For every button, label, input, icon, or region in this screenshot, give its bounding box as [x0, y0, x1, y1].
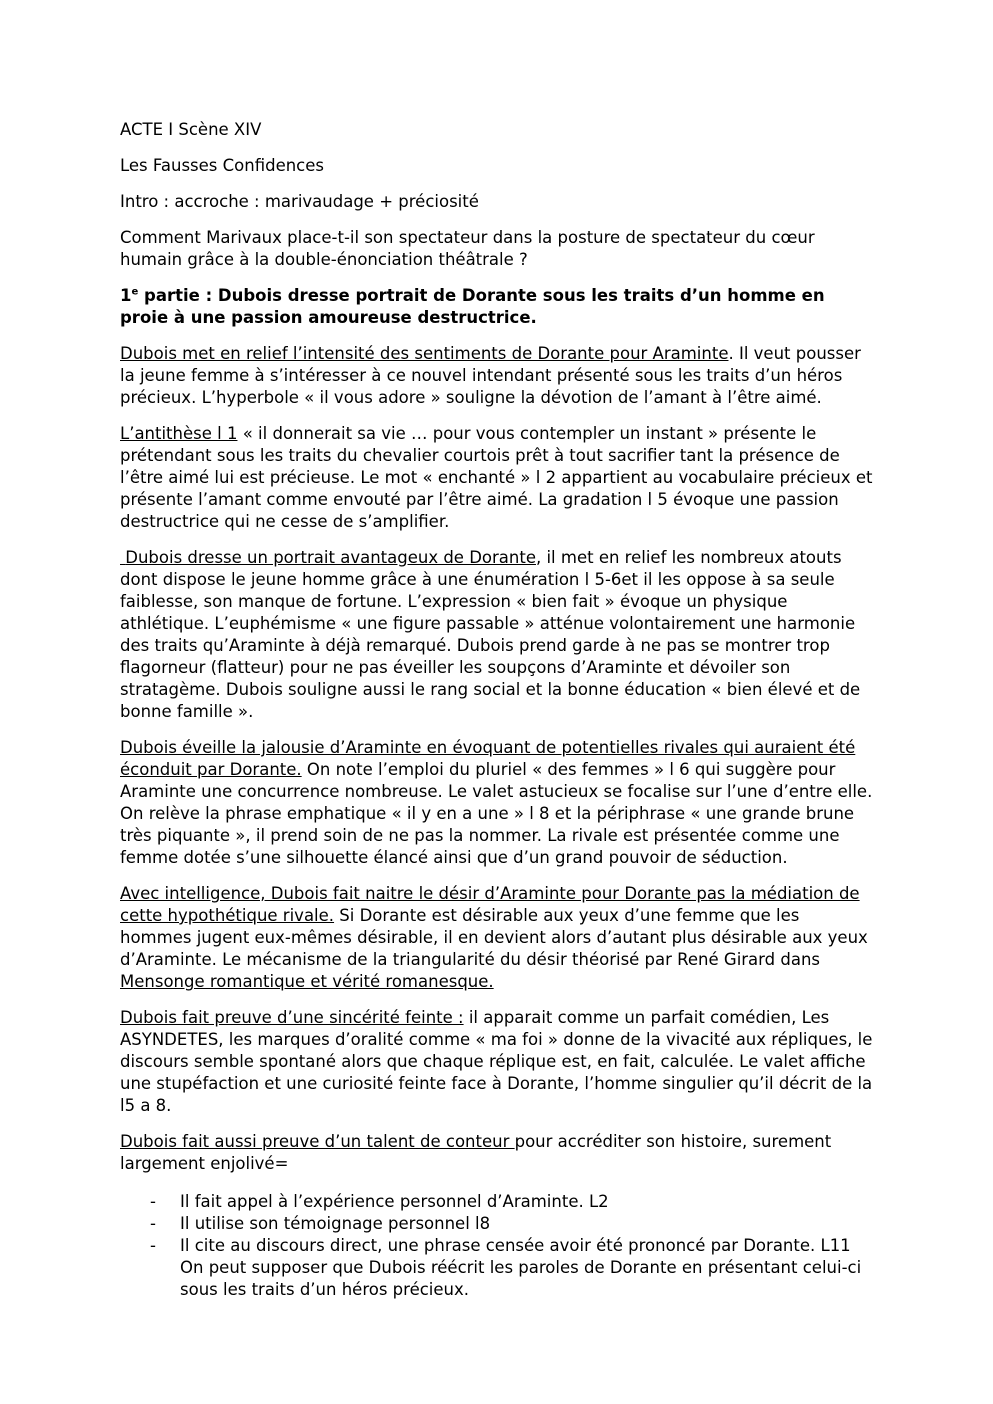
part1-title: partie : Dubois dresse portrait de Dorante sous les traits d’un homme en proie à une passion amoureuse destructrice.	[120, 286, 825, 327]
paragraph-3-underlined: Dubois dresse un portrait avantageux de Dorante	[120, 548, 536, 567]
play-title: Les Fausses Confidences	[120, 156, 324, 175]
paragraph-1-underlined: Dubois met en relief l’intensité des sentiments de Dorante pour Araminte	[120, 344, 729, 363]
dash-bullet: -	[150, 1192, 156, 1211]
list-item-text: Il utilise son témoignage personnel l8	[180, 1214, 491, 1233]
paragraph-4-text: On note l’emploi du pluriel « des femmes » l 6 qui suggère pour Araminte une concurrence nombreuse. Le valet astucieux se focalise sur l’une d’entre elle. On relève la phrase emphatique « il y en a une » l 8 et la périphrase « une grande brune très piquante », il prend soin de ne pas la nommer. La rivale est présentée comme une femme dotée s’une silhouette élancé ainsi que d’un grand pouvoir de séduction.	[120, 760, 873, 867]
intro-line: Intro : accroche : marivaudage + préciosité	[120, 192, 479, 211]
book-title: Mensonge romantique et vérité romanesque.	[120, 972, 494, 991]
part1-number: 1	[120, 286, 132, 305]
problem-statement: Comment Marivaux place-t-il son spectateur dans la posture de spectateur du cœur humain grâce à la double-énonciation théâtrale ?	[120, 228, 815, 269]
paragraph-7	[120, 1131, 875, 1175]
dash-list	[120, 1191, 875, 1301]
paragraph-4	[120, 737, 875, 869]
paragraph-5-text: Si Dorante est désirable aux yeux d’une femme que les hommes jugent eux-mêmes désirable, il en devient alors d’autant plus désirable aux yeux d’Araminte. Le mécanisme de la triangularité du désir théorisé par René Girard dans	[120, 906, 868, 969]
paragraph-4-underlined: Dubois éveille la jalousie d’Araminte en évoquant de potentielles rivales qui auraient été éconduit par Dorante.	[120, 738, 856, 779]
paragraph-5-underlined: Avec intelligence, Dubois fait naitre le désir d’Araminte pour Dorante pas la médiation de cette hypothétique rivale.	[120, 884, 860, 925]
paragraph-2-underlined: L’antithèse l 1	[120, 424, 238, 443]
paragraph-1	[120, 343, 875, 409]
part1-heading	[120, 285, 875, 329]
paragraph-3	[120, 547, 875, 723]
paragraph-6	[120, 1007, 875, 1117]
part1-superscript: e	[131, 286, 139, 298]
paragraph-2-text: « il donnerait sa vie … pour vous contempler un instant » présente le prétendant sous les traits du chevalier courtois prêt à tout sacrifier tant la présence de l’être aimé lui est précieuse. Le mot « enchanté » l 2 appartient au vocabulaire précieux et présente l’amant comme envouté par l’être aimé. La gradation l 5 évoque une passion destructrice qui ne cesse de s’amplifier.	[120, 424, 873, 531]
list-item	[120, 1191, 875, 1213]
list-item-text: Il cite au discours direct, une phrase censée avoir été prononcé par Dorante. L11 On peut supposer que Dubois réécrit les paroles de Dorante en présentant celui-ci sous les traits d’un héros précieux.	[180, 1236, 862, 1299]
paragraph-6-underlined: Dubois fait preuve d’une sincérité feinte :	[120, 1008, 464, 1027]
dash-bullet: -	[150, 1214, 156, 1233]
list-item	[120, 1213, 875, 1235]
paragraph-2	[120, 423, 875, 533]
dash-bullet: -	[150, 1236, 156, 1255]
paragraph-7-underlined: Dubois fait aussi preuve d’un talent de conteur	[120, 1132, 515, 1151]
paragraph-1-text: . Il veut pousser la jeune femme à s’intéresser à ce nouvel intendant présenté sous les traits d’un héros précieux. L’hyperbole « il vous adore » souligne la dévotion de l’amant à l’être aimé.	[120, 344, 861, 407]
list-item	[120, 1235, 875, 1301]
paragraph-6-text: il apparait comme un parfait comédien, Les ASYNDETES, les marques d’oralité comme « ma foi » donne de la vivacité aux répliques, le discours semble spontané alors que chaque réplique est, en fait, calculée. Le valet affiche une stupéfaction et une curiosité feinte face à Dorante, l’homme singulier qu’il décrit de la l5 a 8.	[120, 1008, 873, 1115]
list-item-text: Il fait appel à l’expérience personnel d’Araminte. L2	[180, 1192, 609, 1211]
paragraph-3-text: , il met en relief les nombreux atouts dont dispose le jeune homme grâce à une énumération l 5-6et il les oppose à sa seule faiblesse, son manque de fortune. L’expression « bien fait » évoque un physique athlétique. L’euphémisme « une figure passable » atténue volontairement une harmonie des traits qu’Araminte à déjà remarqué. Dubois prend garde à ne pas se montrer trop flagorneur (flatteur) pour ne pas éveiller les soupçons d’Araminte et dévoiler son stratagème. Dubois souligne aussi le rang social et la bonne éducation « bien élevé et de bonne famille ».	[120, 548, 866, 721]
document-page	[120, 119, 875, 1301]
paragraph-7-text: pour accréditer son histoire, surement largement enjolivé=	[120, 1132, 832, 1173]
act-heading: ACTE I Scène XIV	[120, 120, 262, 139]
paragraph-5	[120, 883, 875, 993]
